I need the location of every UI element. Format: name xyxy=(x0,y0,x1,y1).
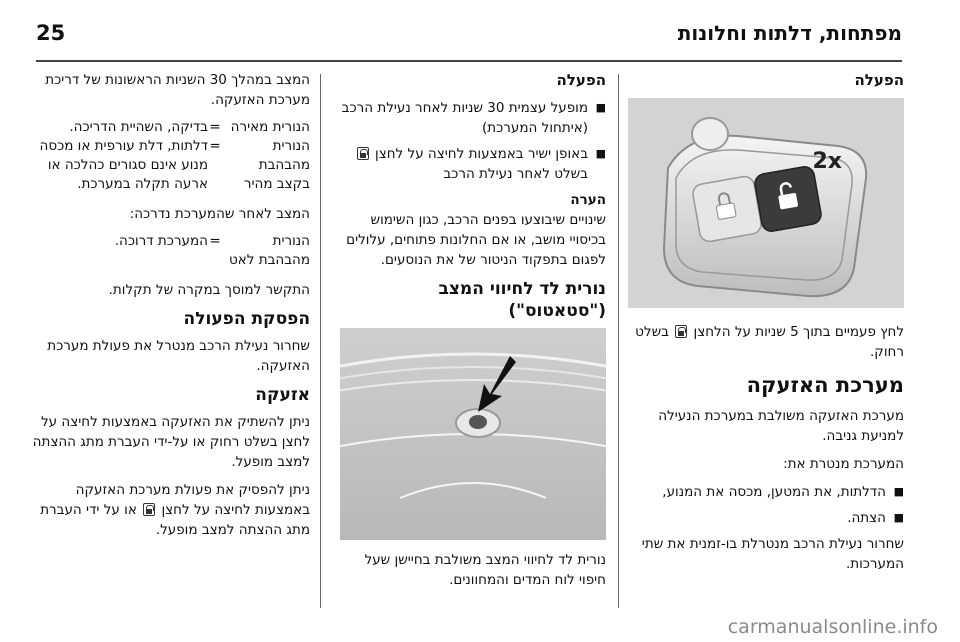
watermark: carmanualsonline.info xyxy=(727,616,938,638)
monitors-label: המערכת מנטרת את: xyxy=(783,456,904,472)
activation-bullet-2: ■ באופן ישיר באמצעות לחיצה על לחצן בשלט לאחר נעילת הרכב xyxy=(336,144,606,184)
deactivation-text: שחרור נעילת הרכב מנטרל את פעולת מערכת האזעקה. xyxy=(47,338,310,374)
state-meaning: בדיקה, השהיית הדריכה. xyxy=(69,119,208,135)
activation-bullet-1: ■ מופעל עצמית 30 שניות לאחר נעילת הרכב (איתחול המערכת) xyxy=(341,100,606,136)
status-led xyxy=(469,415,487,429)
middle-column xyxy=(336,70,606,598)
alarm-text-1: ניתן להשתיק את האזעקה באמצעות לחיצה על לחצן בשלט רחוק או על-ידי העברת מתג ההצתה למצב מופעל. xyxy=(32,414,310,470)
first-30s-intro: המצב במהלך 30 השניות הראשונות של דריכת מערכת האזעקה. xyxy=(45,72,310,108)
led-caption: נורית לד לחיווי המצב משולבת בחיישן שעל חיפוי לוח המדים והמחוונים. xyxy=(364,552,606,588)
chapter-title: מפתחות, דלתות וחלונות xyxy=(677,21,902,45)
equals-sign: = xyxy=(209,138,221,154)
press-twice-text: לחץ פעמיים בתוך 5 שניות על הלחצן בשלט רחוק. xyxy=(635,324,904,360)
equals-sign: = xyxy=(209,119,221,135)
lock-button-icon xyxy=(357,147,369,160)
page-number: 25 xyxy=(36,21,66,45)
right-column xyxy=(624,70,904,582)
fault-text: התקשר למוסך במקרה של תקלות. xyxy=(108,282,310,298)
page-header xyxy=(36,14,902,52)
header-rule xyxy=(36,60,902,62)
dashboard-illustration xyxy=(340,328,606,540)
bullet-square-icon: ■ xyxy=(893,511,904,524)
state-meaning: דלתות, דלת עורפית או מכסה מנוע אינם סגורים כהלכה או ארעה תקלה במערכת. xyxy=(39,138,208,192)
monitor-bullet-1: ■ הדלתות, את המטען, מכסה את המנוע, xyxy=(662,484,904,500)
state-label: הנורית מאירה xyxy=(230,119,310,135)
state-table-arming xyxy=(32,118,310,194)
after-arming-label: המצב לאחר שהמערכת נדרכה: xyxy=(129,206,310,222)
bullet-square-icon: ■ xyxy=(893,485,904,498)
column-divider-left xyxy=(320,74,321,608)
left-column xyxy=(32,70,310,548)
heading-activation: הפעלה xyxy=(854,71,904,89)
column-divider-right xyxy=(618,74,619,608)
release-text: שחרור נעילת הרכב מנטרלת בו-זמנית את שתי המערכות. xyxy=(641,536,904,572)
note-text: שינויים שיבוצעו בפנים הרכב, כגון השימוש בכיסויי מושב, או אם החלונות פתוחים, עלולים לפגום בתפקוד הניטור של את הנוסעים. xyxy=(346,212,606,268)
alarm-text-2: ניתן להפסיק את פעולת מערכת האזעקה באמצעות לחיצה על לחצן או על ידי העברת מתג ההצתה למצב מופעל. xyxy=(40,482,310,538)
heading-deactivation: הפסקת הפעולה xyxy=(183,309,310,329)
heading-activation-2: הפעלה xyxy=(556,71,606,89)
double-press-badge: 2x xyxy=(812,149,842,174)
state-meaning: המערכת דרוכה. xyxy=(114,233,208,249)
key-fob-illustration xyxy=(628,98,904,308)
heading-status-led: נורית לד לחיווי המצב ("סטאטוס") xyxy=(438,279,606,321)
heading-alarm-system: מערכת האזעקה xyxy=(746,373,904,397)
lock-button-icon xyxy=(675,325,687,338)
state-table-armed xyxy=(32,232,310,270)
dashboard-sensor-figure xyxy=(340,328,606,540)
bullet-square-icon: ■ xyxy=(595,147,606,160)
state-label: הנורית מהבהבת לאט xyxy=(228,233,310,268)
note-heading: הערה xyxy=(570,192,606,208)
lock-button-icon xyxy=(143,503,155,516)
monitor-bullet-2: ■ הצתה. xyxy=(847,510,904,526)
heading-alarm: אזעקה xyxy=(255,385,310,405)
key-fob-figure xyxy=(628,98,904,308)
bullet-square-icon: ■ xyxy=(595,101,606,114)
alarm-intro: מערכת האזעקה משולבת במערכת הנעילה למניעת גניבה. xyxy=(658,408,904,444)
state-label: הנורית מהבהבת בקצב מהיר xyxy=(243,138,310,192)
equals-sign: = xyxy=(209,233,221,249)
